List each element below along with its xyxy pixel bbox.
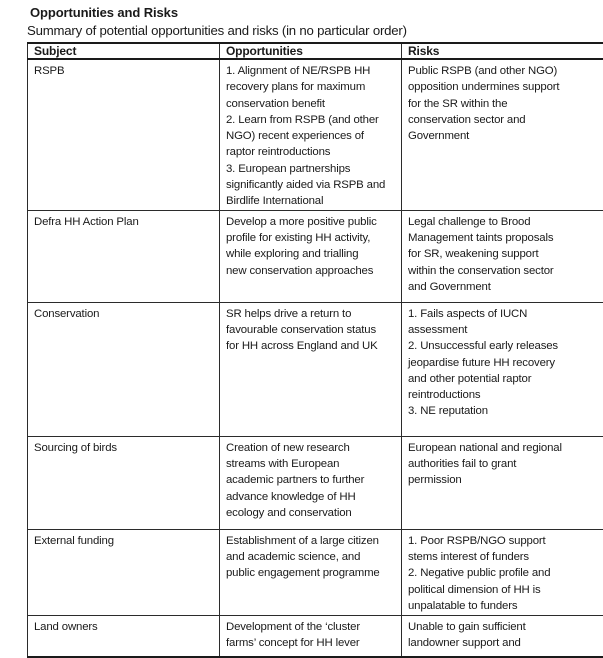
opportunities-line: for HH across England and UK [226, 340, 378, 353]
risks-line: for the SR within the [408, 97, 508, 110]
opportunities-line: public engagement programme [226, 567, 380, 580]
opportunities-line: 1. Alignment of NE/RSPB HH [226, 65, 371, 77]
risks-line: 1. Fails aspects of IUCN [408, 307, 528, 320]
risks-line: permission [408, 474, 462, 487]
risks-line: conservation sector and [408, 113, 526, 126]
opportunities-line: Creation of new research [226, 441, 350, 454]
cell-opportunities [220, 302, 402, 436]
cell-subject: Conservation [28, 302, 220, 436]
risks-line: for SR, weakening support [408, 248, 539, 261]
header-risks: Risks [402, 43, 603, 59]
risks-line: 3. NE reputation [408, 405, 488, 418]
opportunities-line: Establishment of a large citizen [226, 534, 379, 547]
cell-subject: Land owners [28, 615, 220, 657]
header-subject: Subject [28, 43, 220, 59]
opportunities-risks-table [27, 42, 603, 658]
risks-line: Management taints proposals [408, 231, 554, 244]
cell-opportunities [220, 59, 402, 210]
opportunities-line: favourable conservation status [226, 323, 376, 336]
opportunities-line: ecology and conservation [226, 506, 352, 519]
opportunities-line: conservation benefit [226, 97, 325, 110]
opportunities-line: significantly aided via RSPB and [226, 179, 386, 192]
risks-line: unpalatable to funders [408, 599, 518, 612]
risks-line: European national and regional [408, 441, 562, 454]
opportunities-line: NGO) recent experiences of [226, 130, 364, 143]
risks-line: within the conservation sector [408, 264, 554, 277]
opportunities-line: SR helps drive a return to [226, 307, 352, 320]
document-subtitle: Summary of potential opportunities and risks (in no particular order) [27, 23, 407, 38]
risks-line: reintroductions [408, 389, 481, 402]
opportunities-line: while exploring and trialling [226, 248, 359, 261]
opportunities-line: and academic science, and [226, 550, 361, 563]
cell-opportunities [220, 210, 402, 302]
risks-line: authorities fail to grant [408, 457, 517, 470]
cell-subject: Sourcing of birds [28, 436, 220, 529]
risks-line: Public RSPB (and other NGO) [408, 65, 558, 77]
opportunities-line: 2. Learn from RSPB (and other [226, 113, 379, 126]
risks-line: Legal challenge to Brood [408, 215, 531, 228]
opportunities-line: academic partners to further [226, 474, 365, 487]
opportunities-line: profile for existing HH activity, [226, 231, 371, 244]
opportunities-line: Development of the ‘cluster [226, 620, 360, 633]
risks-line: 2. Negative public profile and [408, 567, 551, 580]
table-row [28, 436, 603, 529]
cell-opportunities [220, 615, 402, 657]
cell-risks [402, 436, 603, 529]
opportunities-line: advance knowledge of HH [226, 490, 356, 503]
document-title: Opportunities and Risks [30, 5, 178, 20]
risks-line: 1. Poor RSPB/NGO support [408, 534, 546, 547]
cell-subject: Defra HH Action Plan [28, 210, 220, 302]
opportunities-line: 3. European partnerships [226, 162, 351, 175]
cell-subject: RSPB [28, 59, 220, 210]
cell-risks [402, 210, 603, 302]
risks-line: opposition undermines support [408, 81, 560, 94]
risks-line: 2. Unsuccessful early releases [408, 340, 558, 353]
opportunities-line: Birdlife International [226, 195, 324, 208]
opportunities-line: new conservation approaches [226, 264, 374, 277]
cell-risks [402, 615, 603, 657]
table-row [28, 529, 603, 615]
table-header-row [28, 43, 603, 59]
cell-opportunities [220, 529, 402, 615]
table-row [28, 59, 603, 210]
risks-line: stems interest of funders [408, 550, 529, 563]
risks-line: Unable to gain sufficient [408, 620, 526, 633]
cell-risks [402, 59, 603, 210]
opportunities-line: recovery plans for maximum [226, 81, 366, 94]
header-opportunities: Opportunities [220, 43, 402, 59]
table-row [28, 302, 603, 436]
opportunities-line: raptor reintroductions [226, 146, 331, 159]
opportunities-line: Develop a more positive public [226, 215, 377, 228]
cell-risks [402, 529, 603, 615]
risks-line: political dimension of HH is [408, 583, 541, 596]
cell-risks [402, 302, 603, 436]
table-row [28, 615, 603, 657]
opportunities-line: farms’ concept for HH lever [226, 636, 360, 649]
risks-line: Government [408, 130, 470, 143]
table-row [28, 210, 603, 302]
risks-line: landowner support and [408, 636, 521, 649]
cell-subject: External funding [28, 529, 220, 615]
opportunities-line: streams with European [226, 457, 340, 470]
risks-line: assessment [408, 323, 468, 336]
risks-line: jeopardise future HH recovery [408, 356, 555, 369]
risks-line: and Government [408, 280, 491, 293]
cell-opportunities [220, 436, 402, 529]
risks-line: and other potential raptor [408, 372, 532, 385]
